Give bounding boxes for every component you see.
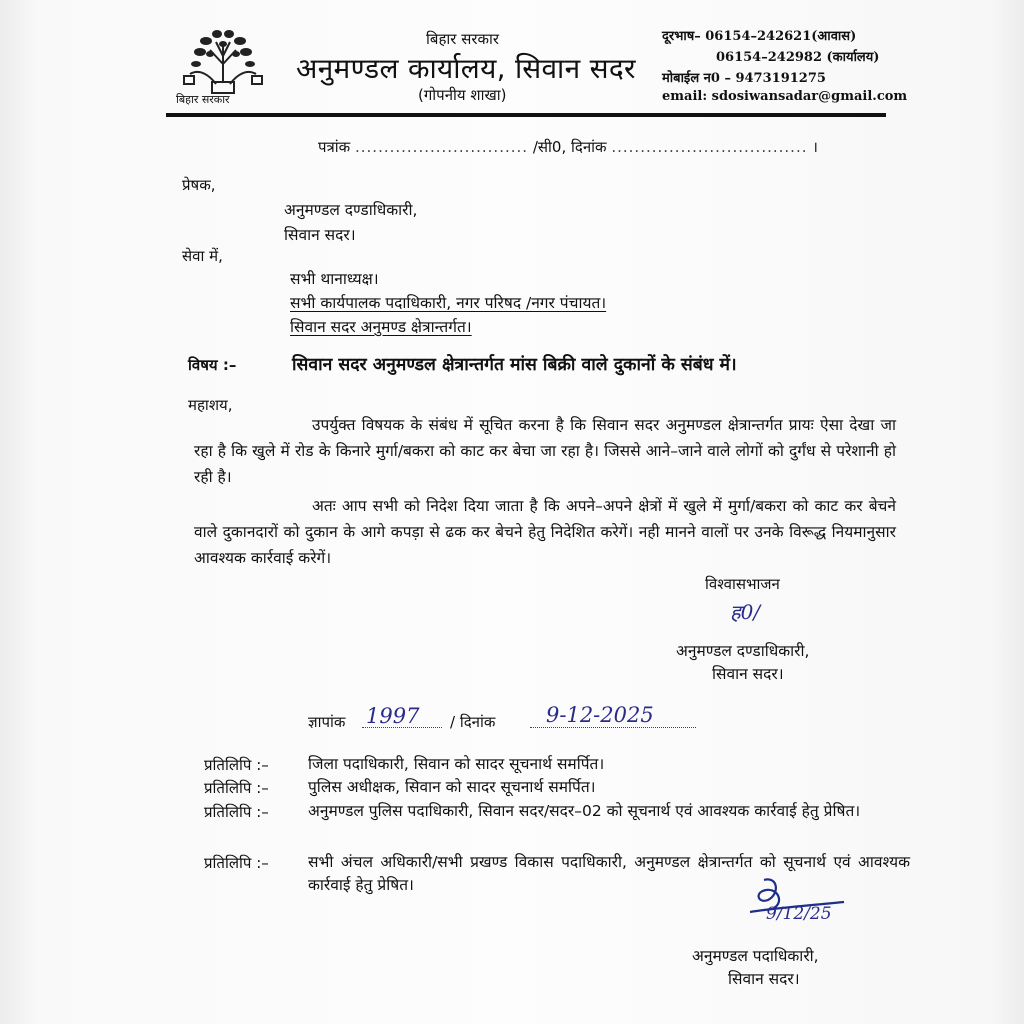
valediction: विश्वासभाजन — [705, 575, 780, 593]
copy-text-4: सभी अंचल अधिकारी/सभी प्रखण्ड विकास पदाधिकारी, अनुमण्डल क्षेत्रान्तर्गत को सूचनार्थ एवं आवश्यक कार्रवाई हेतु प्रेषित। — [308, 853, 910, 894]
copy-text-1: जिला पदाधिकारी, सिवान को सादर सूचनार्थ समर्पित। — [308, 755, 605, 773]
subject-label: विषय :– — [188, 356, 237, 374]
memo-date-line — [530, 727, 696, 728]
body-paragraph-1-text: उपर्युक्त विषयक के संबंध में सूचित करना है कि सिवान सदर अनुमण्डल क्षेत्रान्तर्गत प्रायः ऐसा देखा जा रहा है कि खुले में रोड के किनारे मुर्गा/बकरा को काट कर बेचा जा रहा है। जिससे आने–जाने वाले लोगों को दुर्गंध से परेशानी हो रही है। — [194, 416, 896, 486]
mobile-number: मोबाईल न0 – 9473191275 — [662, 71, 826, 86]
body-paragraph-1 — [194, 412, 896, 490]
final-place: सिवान सदर। — [728, 970, 800, 988]
government-name: बिहार सरकार — [426, 30, 500, 48]
reference-date-blank: .................................. — [611, 138, 808, 156]
letterhead-divider — [166, 113, 886, 117]
signature-date-mark: 9/12/25 — [766, 904, 832, 924]
recipient-line-2: सभी कार्यपालक पदाधिकारी, नगर परिषद /नगर पंचायत। — [290, 294, 607, 312]
phone-office: 06154–242982 (कार्यालय) — [716, 50, 880, 65]
reference-label: पत्रांक — [318, 138, 351, 156]
recipient-line-3: सिवान सदर अनुमण्ड क्षेत्रान्तर्गत। — [290, 318, 472, 336]
emblem-caption: बिहार सरकार — [176, 93, 230, 106]
body-paragraph-2 — [194, 493, 896, 571]
phone-residence: दूरभाष– 06154–242621(आवास) — [662, 29, 857, 44]
copy-text-2: पुलिस अधीक्षक, सिवान को सादर सूचनार्थ समर्पित। — [308, 778, 596, 796]
body-paragraph-2-text: अतः आप सभी को निदेश दिया जाता है कि अपने–अपने क्षेत्रों में खुले में मुर्गा/बकरा को काट कर बेचने वाले दुकानदारों को दुकान के आगे कपड़ा से ढक कर बेचने हेतु निदेशित करेगें। नही मानने वालों पर उनके विरूद्ध नियमानुसार आवश्यक कार्रवाई करेगें। — [194, 497, 896, 567]
reference-end: । — [812, 138, 818, 156]
recipient-line-1: सभी थानाध्यक्ष। — [290, 270, 379, 288]
memo-date-label: / दिनांक — [450, 713, 496, 731]
closing-designation: अनुमण्डल दण्डाधिकारी, — [676, 642, 810, 660]
salutation: महाशय, — [188, 396, 233, 414]
reference-date-label: /सी0, दिनांक — [532, 138, 607, 156]
sender-line-1: अनुमण्डल दण्डाधिकारी, — [284, 201, 418, 219]
office-title: अनुमण्डल कार्यालय, सिवान सदर — [296, 52, 636, 85]
email-address: email: sdosiwansadar@gmail.com — [662, 89, 908, 104]
sender-line-2: सिवान सदर। — [284, 226, 356, 244]
copy-label-2: प्रतिलिपि :– — [204, 779, 269, 797]
memo-number-line — [362, 727, 442, 728]
branch-name: (गोपनीय शाखा) — [418, 86, 507, 104]
sender-label: प्रेषक, — [182, 176, 216, 194]
subject-text: सिवान सदर अनुमण्डल क्षेत्रान्तर्गत मांस बिक्री वाले दुकानों के संबंध में। — [292, 355, 737, 375]
memo-number: 1997 — [366, 704, 420, 728]
memo-date: 9-12-2025 — [546, 703, 654, 727]
copy-text-3: अनुमण्डल पुलिस पदाधिकारी, सिवान सदर/सदर–02 को सूचनार्थ एवं आवश्यक कार्रवाई हेतु प्रेषित। — [308, 802, 861, 820]
signature-mark: ह0/ — [730, 600, 761, 624]
closing-place: सिवान सदर। — [712, 665, 784, 683]
reference-line — [318, 137, 818, 157]
copy-label-1: प्रतिलिपि :– — [204, 756, 269, 774]
reference-number-blank: .............................. — [355, 138, 529, 156]
copy-label-4: प्रतिलिपि :– — [204, 854, 269, 872]
bihar-emblem — [176, 24, 270, 108]
recipient-label: सेवा में, — [182, 247, 223, 265]
final-designation: अनुमण्डल पदाधिकारी, — [692, 947, 819, 965]
copy-label-3: प्रतिलिपि :– — [204, 803, 269, 821]
memo-label: ज्ञापांक — [308, 713, 346, 731]
